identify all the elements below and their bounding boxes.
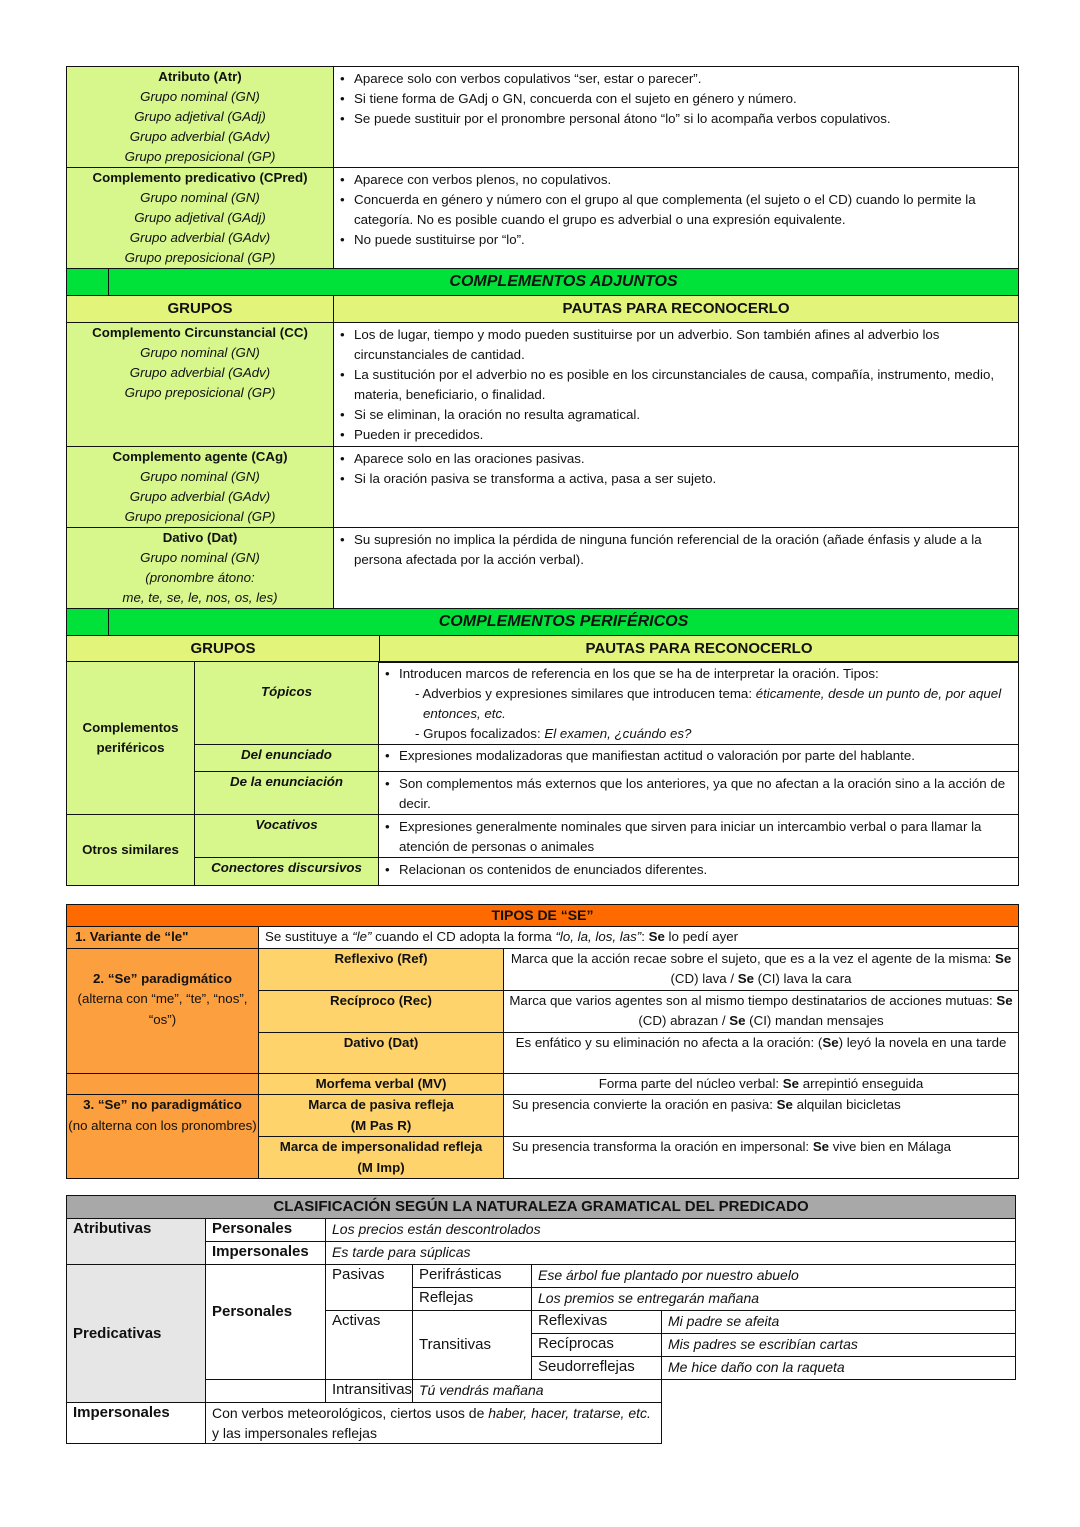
de-la-enunciacion-pautas xyxy=(379,772,1019,815)
reflexivo-text: Marca que la acción recae sobre el sujeto, que es a la vez el agente de la misma: Se (CD) lava / Se (CI) lava la cara xyxy=(504,948,1019,990)
example: Mi padre se afeita xyxy=(662,1311,1016,1334)
group-item: Grupo adverbial (GAdv) xyxy=(129,129,271,144)
impersonales-label: Impersonales xyxy=(67,1403,206,1444)
reflexivo-label: Reflexivo (Ref) xyxy=(259,948,504,990)
cag-cell xyxy=(67,447,334,528)
del-enunciado-pautas xyxy=(379,745,1019,772)
group-item: Grupo adjetival (GAdj) xyxy=(134,210,266,225)
topicos-sub-item: - Grupos focalizados: El examen, ¿cuándo es? xyxy=(415,724,1018,744)
pauta-item: • Si la oración pasiva se transforma a activa, pasa a ser sujeto. xyxy=(340,469,1012,489)
dativo-se-label: Dativo (Dat) xyxy=(259,1032,504,1073)
group-item: Grupo preposicional (GP) xyxy=(124,509,276,524)
dativo-se-text: Es enfático y su eliminación no afecta a la oración: (Se) leyó la novela en una tarde xyxy=(504,1032,1019,1073)
activas-label: Activas xyxy=(326,1311,413,1380)
conectores-pautas xyxy=(379,858,1019,886)
de-la-enunciacion-label: De la enunciación xyxy=(195,772,379,815)
pauta-item: • Aparece con verbos plenos, no copulativos. xyxy=(340,170,1012,190)
perifericos-section-title: COMPLEMENTOS PERIFÉRICOS xyxy=(109,609,1019,636)
predicativas-label: Predicativas xyxy=(67,1265,206,1403)
cc-pautas xyxy=(334,323,1019,447)
impersonales-predicativas-text: Con verbos meteorológicos, ciertos usos de haber, hacer, tratarse, etc. y las impersonales reflejas xyxy=(206,1403,662,1444)
pauta-item: • Expresiones generalmente nominales que sirven para iniciar un intercambio verbal o para llamar la atención de personas o animales xyxy=(385,817,1012,857)
seudorreflejas-label: Seudorreflejas xyxy=(532,1357,662,1380)
vocativos-pautas xyxy=(379,815,1019,858)
otros-similares-category: Otros similares xyxy=(67,815,195,886)
activas-spacer xyxy=(206,1380,326,1403)
variante-le-label: 1. Variante de “le" xyxy=(67,927,259,949)
pauta-item: • No puede sustituirse por “lo”. xyxy=(340,230,1012,250)
impersonal-label: Marca de impersonalidad refleja (M Imp) xyxy=(259,1137,504,1179)
groups-header: GRUPOS xyxy=(67,296,334,323)
conectores-label: Conectores discursivos xyxy=(195,858,379,886)
pauta-item: • Relacionan os contenidos de enunciados diferentes. xyxy=(385,860,1012,880)
reciproco-text: Marca que varios agentes son al mismo tiempo destinatarios de acciones mutuas: Se (CD) abrazan / Se (CI) mandan mensajes xyxy=(504,990,1019,1032)
orange-spacer xyxy=(67,1073,259,1095)
impersonales-label: Impersonales xyxy=(206,1242,326,1265)
pauta-item: • Si se eliminan, la oración no resulta agramatical. xyxy=(340,405,1012,425)
group-item: Grupo nominal (GN) xyxy=(140,550,260,565)
predicativo-pautas xyxy=(334,168,1019,269)
group-item: Grupo nominal (GN) xyxy=(140,89,260,104)
pauta-item: • Concuerda en género y número con el grupo al que complementa (el sujeto o el CD) cuando lo permite la categoría. No es posible cuando el grupo es adverbial o una expresión equivalente. xyxy=(340,190,1012,230)
section-marker xyxy=(67,269,109,296)
section-marker xyxy=(67,609,109,636)
example: Los premios se entregarán mañana xyxy=(532,1288,1016,1311)
se-paradigmatico-sub: (alterna con “me”, “te”, “nos”, “os”) xyxy=(77,991,248,1027)
cc-cell xyxy=(67,323,334,447)
topicos-label: Tópicos xyxy=(195,662,379,745)
group-item: Grupo nominal (GN) xyxy=(140,469,260,484)
predicativo-title: Complemento predicativo (CPred) xyxy=(92,170,308,185)
example: Ese árbol fue plantado por nuestro abuelo xyxy=(532,1265,1016,1288)
del-enunciado-label: Del enunciado xyxy=(195,745,379,772)
functions-table xyxy=(66,66,1019,663)
tipos-se-table xyxy=(66,904,1019,1179)
group-item: Grupo preposicional (GP) xyxy=(124,250,276,265)
atributo-title: Atributo (Atr) xyxy=(158,69,242,84)
group-item: me, te, se, le, nos, os, les) xyxy=(122,590,278,605)
pauta-item: • Son complementos más externos que los anteriores, ya que no afectan a la oración sino a la acción de decir. xyxy=(385,774,1012,814)
predicativo-cell xyxy=(67,168,334,269)
pautas-header: PAUTAS PARA RECONOCERLO xyxy=(334,296,1019,323)
se-paradigmatico-cell xyxy=(67,948,259,1073)
perifericos-category: Complementos periféricos xyxy=(67,662,195,815)
pasivas-label: Pasivas xyxy=(326,1265,413,1311)
group-item: Grupo preposicional (GP) xyxy=(124,149,276,164)
clasificacion-table xyxy=(66,1195,1016,1444)
perifrasticas-label: Perifrásticas xyxy=(413,1265,532,1288)
pauta-item: • Pueden ir precedidos. xyxy=(340,425,1012,445)
example: Mis padres se escribían cartas xyxy=(662,1334,1016,1357)
personales-label: Personales xyxy=(206,1219,326,1242)
dativo-pautas xyxy=(334,528,1019,609)
group-item: Grupo nominal (GN) xyxy=(140,345,260,360)
pauta-item: • Su supresión no implica la pérdida de ninguna función referencial de la oración (añade énfasis y alude a la persona afectada por la acción verbal). xyxy=(340,530,1012,570)
pauta-item: • La sustitución por el adverbio no es posible en los circunstanciales de causa, compañía, instrumento, medio, materia, beneficiario, o finalidad. xyxy=(340,365,1012,405)
impersonal-text: Su presencia transforma la oración en impersonal: Se vive bien en Málaga xyxy=(504,1137,1019,1179)
variante-le-text: Se sustituye a “le” cuando el CD adopta la forma “lo, la, los, las”: Se lo pedí ayer xyxy=(259,927,1019,949)
vocativos-label: Vocativos xyxy=(195,815,379,858)
personales-label: Personales xyxy=(206,1265,326,1380)
reflexivas-label: Reflexivas xyxy=(532,1311,662,1334)
group-item: Grupo preposicional (GP) xyxy=(124,385,276,400)
pauta-item: • Expresiones modalizadoras que manifiestan actitud o valoración por parte del hablante. xyxy=(385,746,1012,766)
pauta-item: • Introducen marcos de referencia en los que se ha de interpretar la oración. Tipos: xyxy=(385,664,1012,684)
example: Los precios están descontrolados xyxy=(326,1219,1016,1242)
topicos-pautas xyxy=(379,662,1019,745)
morfema-text: Forma parte del núcleo verbal: Se arrepintió enseguida xyxy=(504,1073,1019,1095)
se-no-paradigmatico-cell xyxy=(67,1095,259,1179)
reflejas-label: Reflejas xyxy=(413,1288,532,1311)
pauta-item: • Aparece solo en las oraciones pasivas. xyxy=(340,449,1012,469)
intransitivas-label: Intransitivas xyxy=(326,1380,413,1403)
pauta-item: • Aparece solo con verbos copulativos “ser, estar o parecer”. xyxy=(340,69,1012,89)
perifericos-table xyxy=(66,661,1019,886)
reciprocas-label: Recíprocas xyxy=(532,1334,662,1357)
cag-pautas xyxy=(334,447,1019,528)
groups-header: GRUPOS xyxy=(67,636,380,663)
pauta-item: • Se puede sustituir por el pronombre personal átono “lo” si lo acompaña verbos copulativos. xyxy=(340,109,1012,129)
se-no-paradigmatico-sub: (no alterna con los pronombres) xyxy=(68,1117,257,1133)
group-item: (pronombre átono: xyxy=(145,570,255,585)
se-no-paradigmatico-label: 3. “Se” no paradigmático xyxy=(83,1097,242,1112)
pasiva-label: Marca de pasiva refleja (M Pas R) xyxy=(259,1095,504,1137)
clasificacion-title: CLASIFICACIÓN SEGÚN LA NATURALEZA GRAMATICAL DEL PREDICADO xyxy=(67,1196,1016,1219)
transitivas-label: Transitivas xyxy=(413,1311,532,1380)
pautas-header: PAUTAS PARA RECONOCERLO xyxy=(380,636,1019,663)
pauta-item: • Los de lugar, tiempo y modo pueden sustituirse por un adverbio. Son también afines al adverbio los circunstanciales de cantidad. xyxy=(340,325,1012,365)
reciproco-label: Recíproco (Rec) xyxy=(259,990,504,1032)
atributo-cell xyxy=(67,67,334,168)
group-item: Grupo nominal (GN) xyxy=(140,190,260,205)
cc-title: Complemento Circunstancial (CC) xyxy=(92,325,308,340)
group-item: Grupo adverbial (GAdv) xyxy=(129,230,271,245)
dativo-title: Dativo (Dat) xyxy=(162,530,238,545)
tipos-se-title: TIPOS DE “SE” xyxy=(67,905,1019,927)
atributivas-label: Atributivas xyxy=(67,1219,206,1265)
group-item: Grupo adjetival (GAdj) xyxy=(134,109,266,124)
adjuntos-section-title: COMPLEMENTOS ADJUNTOS xyxy=(109,269,1019,296)
group-item: Grupo adverbial (GAdv) xyxy=(129,489,271,504)
example: Es tarde para súplicas xyxy=(326,1242,1016,1265)
group-item: Grupo adverbial (GAdv) xyxy=(129,365,271,380)
example: Tú vendrás mañana xyxy=(413,1380,662,1403)
pauta-item: • Si tiene forma de GAdj o GN, concuerda con el sujeto en género y número. xyxy=(340,89,1012,109)
se-paradigmatico-label: 2. “Se” paradigmático xyxy=(93,970,232,986)
morfema-label: Morfema verbal (MV) xyxy=(259,1073,504,1095)
dativo-cell xyxy=(67,528,334,609)
cag-title: Complemento agente (CAg) xyxy=(112,449,288,464)
example: Me hice daño con la raqueta xyxy=(662,1357,1016,1380)
pasiva-text: Su presencia convierte la oración en pasiva: Se alquilan bicicletas xyxy=(504,1095,1019,1137)
atributo-pautas xyxy=(334,67,1019,168)
topicos-sub-item: - Adverbios y expresiones similares que introducen tema: éticamente, desde un punto de, por aquel entonces, etc. xyxy=(415,684,1018,724)
